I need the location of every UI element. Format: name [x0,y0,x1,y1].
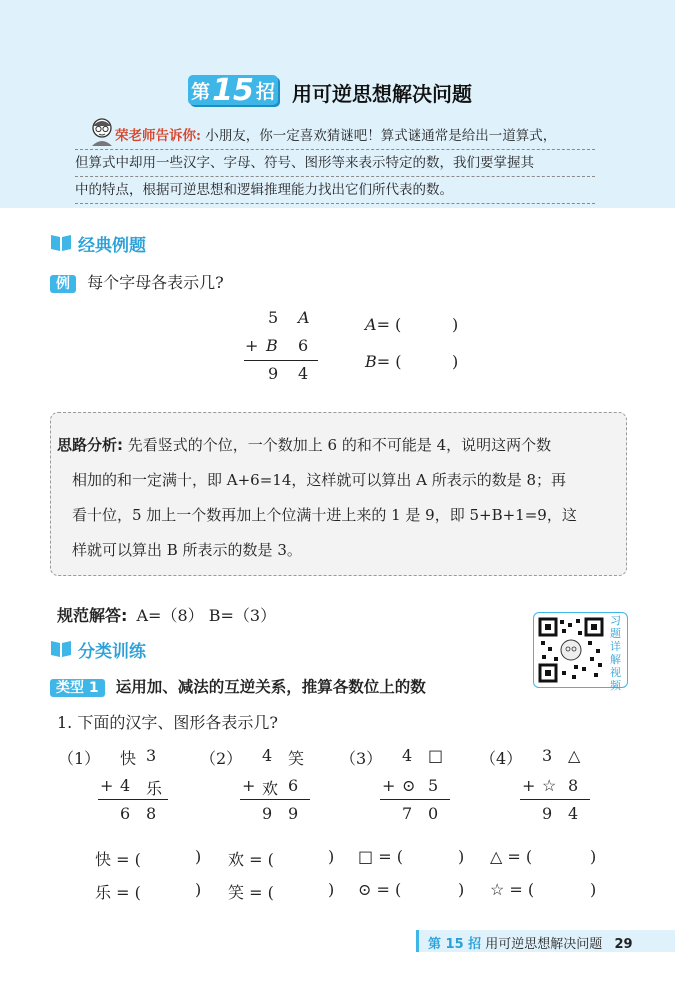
problem-plus-sign: + [242,776,256,795]
problem-row2-tens: ⊙ [402,776,416,795]
badge-number: 15 [212,72,254,108]
section-heading-training: 分类训练 [78,642,146,662]
problem-plus-sign: + [522,776,536,795]
footer-chapter: 第 15 招 [428,937,482,952]
problem-row2-ones: 6 [288,776,299,795]
qr-caption: 习题详解视频 [610,614,621,692]
problem-row1-ones: △ [568,746,581,765]
answer-blank-close: ) [328,847,335,866]
solution-text: A=（8） B=（3） [136,606,277,625]
ex-sum-line [244,360,318,361]
answer-a: A= ( [365,315,402,334]
tip-line-2: 但算式中却用一些汉字、字母、符号、图形等来表示特定的数，我们要掌握其 [75,150,595,177]
problem-sum-tens: 9 [542,804,553,823]
answer-blank[interactable]: 快 = ( [95,850,141,869]
example-tag: 例 [50,275,76,293]
tip-line-3: 中的特点，根据可逆思想和逻辑推理能力找出它们所代表的数。 [75,177,595,204]
problem-row1-ones: 笑 [288,749,305,768]
problem-row1-ones: 3 [146,746,157,765]
example-question: 每个字母各表示几? [87,273,224,292]
section-heading-classic: 经典例题 [78,236,146,256]
analysis-line-4: 样就可以算出 B 所表示的数是 3。 [72,541,302,559]
problem-sum-line [380,799,450,800]
problem-row2-ones: 8 [568,776,579,795]
type-row [50,675,426,697]
problem-row2-tens: 欢 [262,779,279,798]
problem-row1-tens: 3 [542,746,553,765]
analysis-line-2: 相加的和一定满十，即 A+6=14，这样就可以算出 A 所表示的数是 8；再 [72,471,567,489]
answer-blank[interactable]: 欢 = ( [228,850,274,869]
training-question: 1. 下面的汉字、图形各表示几? [57,713,278,732]
qr-code-icon[interactable] [538,617,604,683]
analysis-text [57,428,617,568]
book-icon [49,638,73,658]
answer-blank-close: ) [195,880,202,899]
problem-sum-line [520,799,590,800]
problem-sum-tens: 6 [120,804,131,823]
answer-blank-close: ) [458,880,465,899]
problem-plus-sign: + [382,776,396,795]
example-row [50,270,224,293]
chapter-badge [188,72,278,108]
problem-row2-ones: 乐 [146,779,163,798]
ex-row2-digit: 6 [298,336,309,355]
badge-suffix: 招 [255,80,275,103]
problem-row2-ones: 5 [428,776,439,795]
problem-sum-line [98,799,168,800]
problem-sum-line [240,799,310,800]
solution-label: 规范解答: [57,606,128,625]
type-tag: 类型 1 [50,679,105,697]
tip-line-1: 荣老师告诉你: 小朋友，你一定喜欢猜谜吧！算式谜通常是给出一道算式， [75,123,595,150]
ex-row3-tens: 9 [268,364,279,383]
ex-row1-digit: 5 [268,308,279,327]
problem-row1-ones: □ [428,746,444,765]
answer-a-close: ) [452,315,459,334]
page-number: 29 [614,937,633,952]
badge-prefix: 第 [191,80,211,103]
analysis-line-3: 看十位，5 加上一个数再加上个位满十进上来的 1 是 9，即 5+B+1=9，这 [72,506,577,524]
answer-blank[interactable]: △ = ( [490,847,533,866]
problem-row2-tens: 4 [120,776,131,795]
type-title: 运用加、减法的互逆关系，推算各数位上的数 [115,678,426,696]
problem-row2-tens: ☆ [542,776,557,795]
solution-row [57,603,276,626]
answer-blank-close: ) [195,847,202,866]
problem-sum-ones: 0 [428,804,439,823]
ex-row2-letter: B [266,336,278,355]
problem-sum-ones: 4 [568,804,579,823]
problem-row1-tens: 4 [402,746,413,765]
footer-title: 用可逆思想解决问题 [485,937,603,952]
answer-blank-close: ) [590,847,597,866]
problem-sum-ones: 9 [288,804,299,823]
problem-sum-ones: 8 [146,804,157,823]
answer-b-close: ) [452,352,459,371]
teacher-tip [75,123,595,204]
answer-blank[interactable]: ☆ = ( [490,880,535,899]
analysis-label: 思路分析: [57,436,123,454]
problem-plus-sign: + [100,776,114,795]
footer-divider [416,930,419,952]
problem-row1-tens: 4 [262,746,273,765]
answer-blank-close: ) [328,880,335,899]
answer-b: B= ( [365,352,402,371]
ex-row1-letter: A [298,308,310,327]
answer-blank-close: ) [458,847,465,866]
problem-sum-tens: 7 [402,804,413,823]
answer-blank-close: ) [590,880,597,899]
answer-blank[interactable]: 笑 = ( [228,883,274,902]
tip-name: 荣老师告诉你: [115,128,201,144]
analysis-line-1: 思路分析: 先看竖式的个位，一个数加上 6 的和不可能是 4，说明这两个数 [57,436,552,454]
problem-number: （3） [340,749,383,768]
answer-blank[interactable]: 乐 = ( [95,883,141,902]
answer-blank[interactable]: □ = ( [358,847,403,866]
ex-plus-sign: + [245,336,259,355]
problem-number: （1） [58,749,101,768]
problem-number: （4） [480,749,523,768]
book-icon [49,232,73,252]
problem-row1-tens: 快 [120,749,137,768]
page-title: 用可逆思想解决问题 [292,82,472,106]
problem-sum-tens: 9 [262,804,273,823]
answer-blank[interactable]: ⊙ = ( [358,880,402,899]
problem-number: （2） [200,749,243,768]
footer-text [428,933,633,952]
ex-row3-ones: 4 [298,364,309,383]
